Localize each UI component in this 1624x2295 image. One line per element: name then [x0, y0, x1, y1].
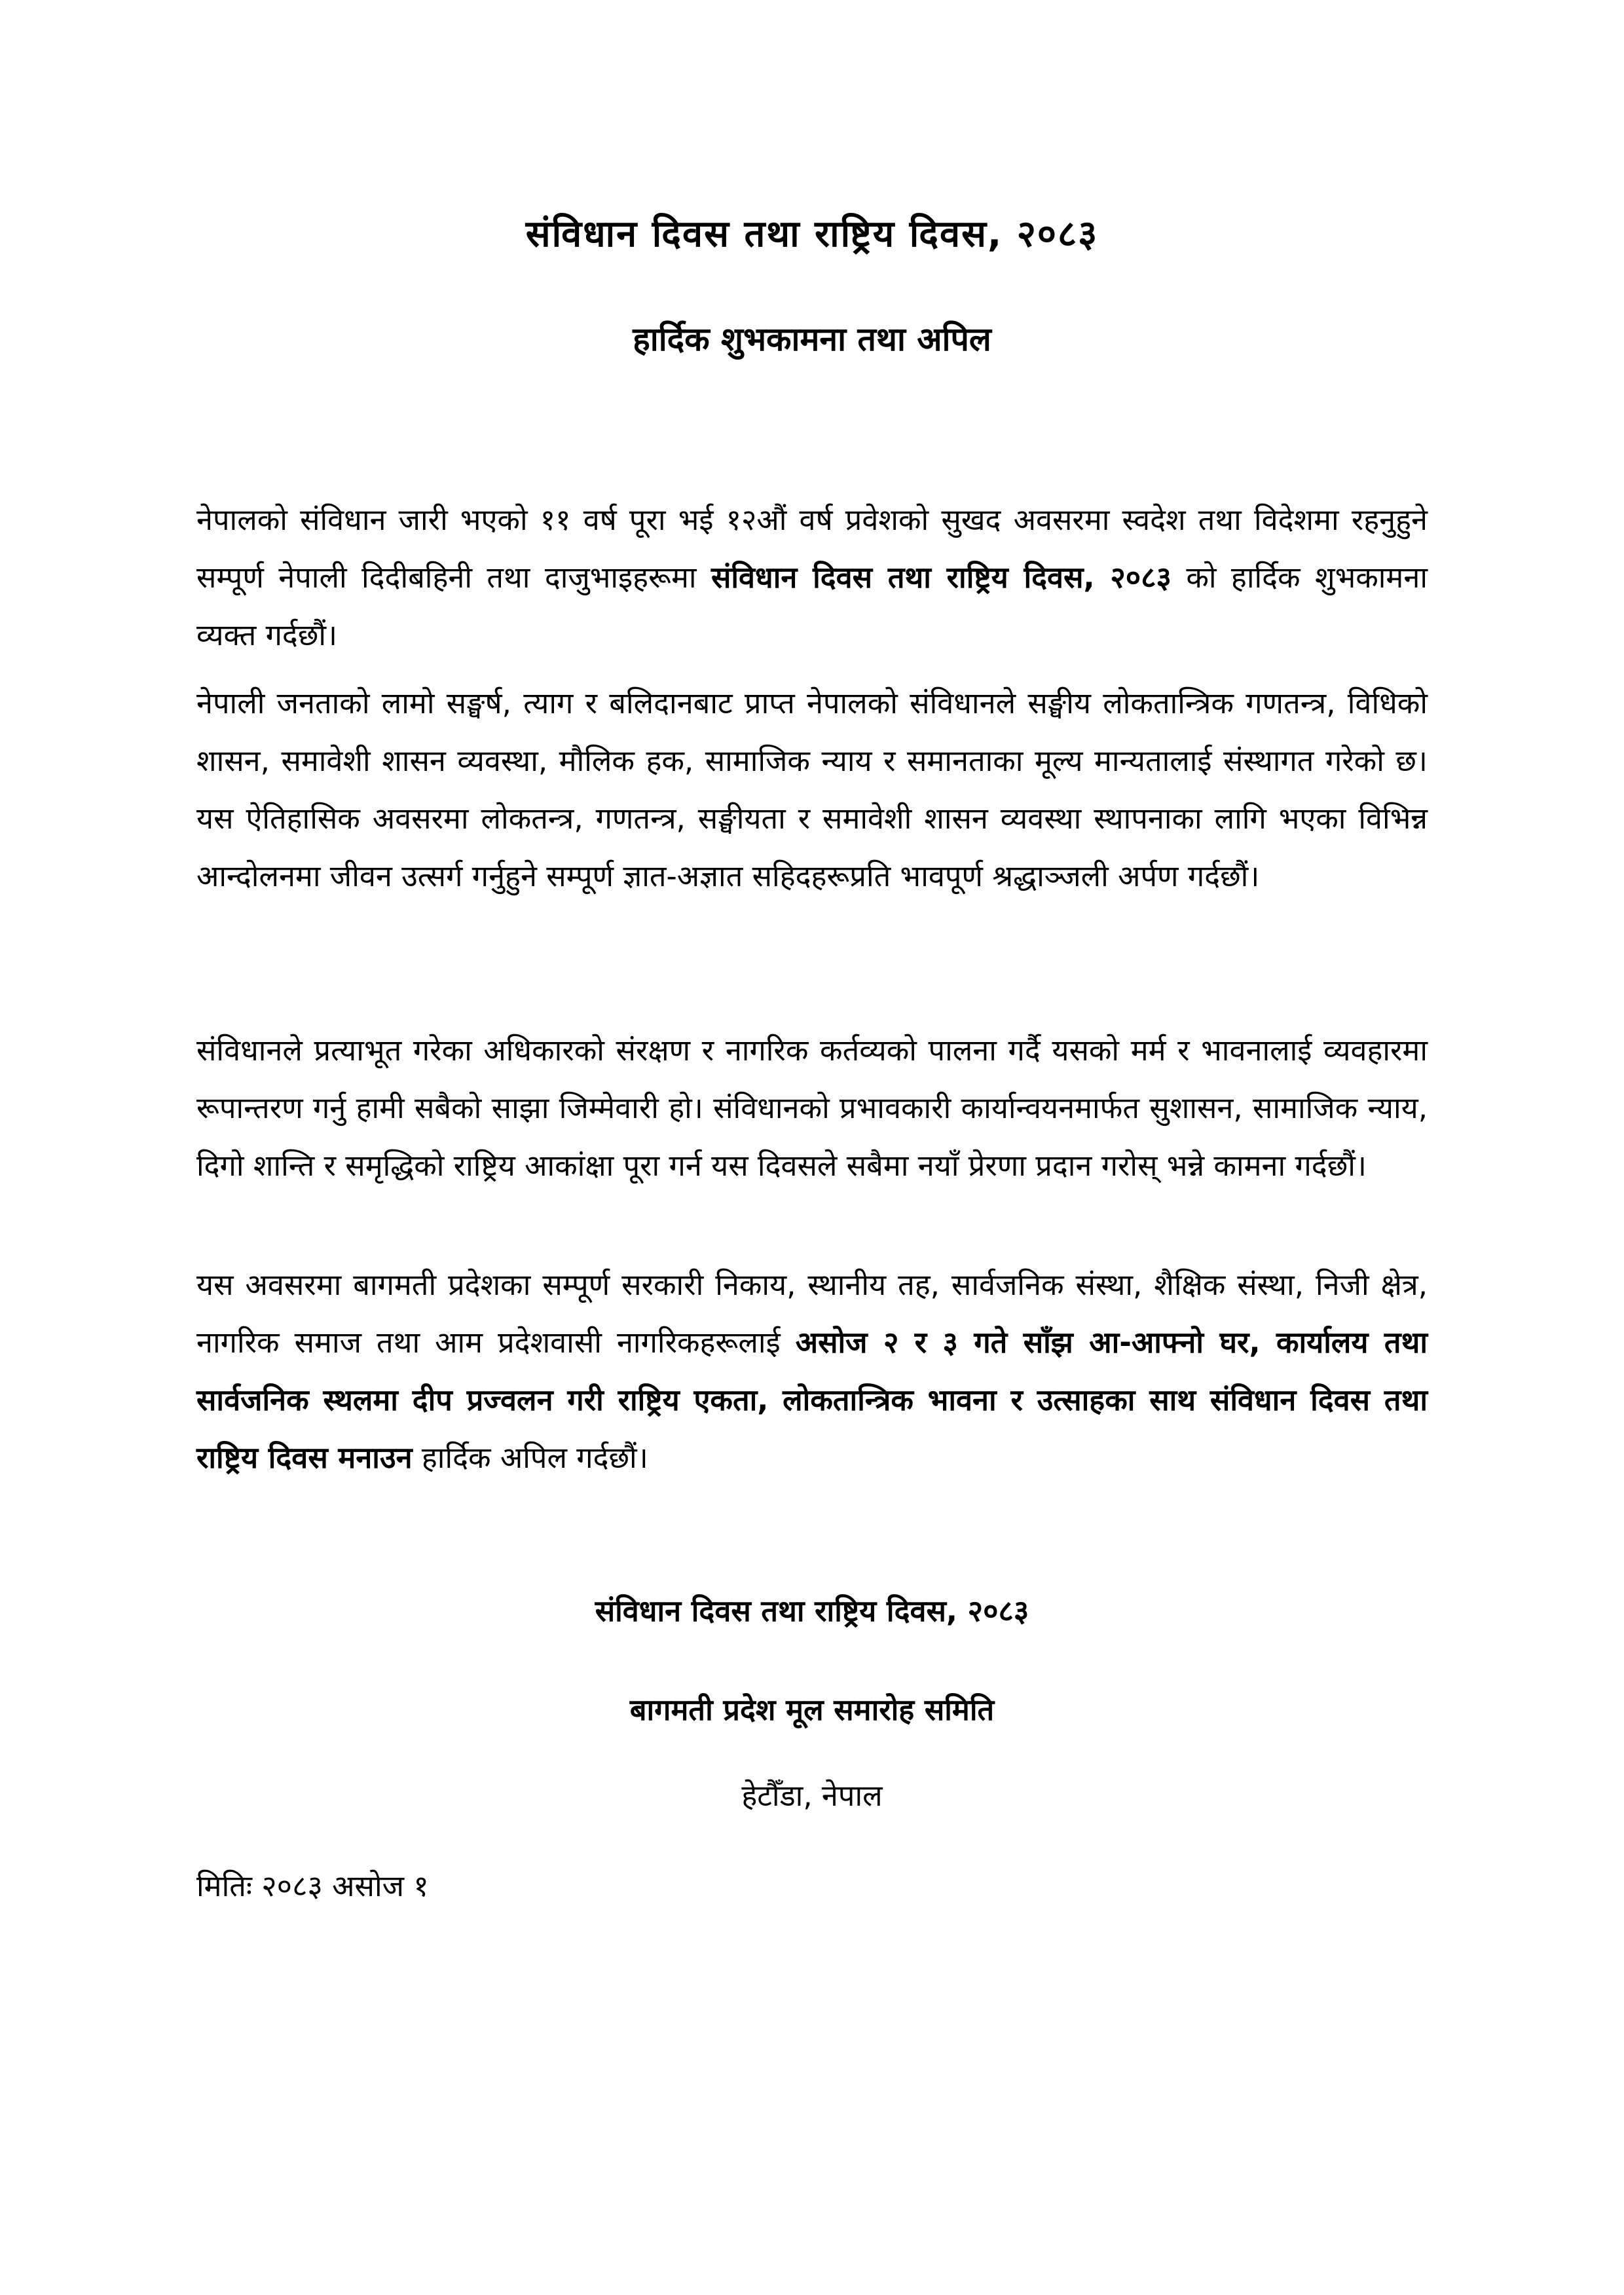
responsibility-text: संविधानले प्रत्याभूत गरेका अधिकारको संरक्षण र नागरिक कर्तव्यको पालना गर्दै यसको मर्म र भावनालाई व्यवहारमा रूपान्तरण गर्नु हामी सबैको साझा जिम्मेवारी हो। संविधानको प्रभावकारी कार्यान्वयनमार्फत सुशासन, सामाजिक न्याय, दिगो शान्ति र समृद्धिको राष्ट्रिय आकांक्षा पूरा गर्न यस दिवसले सबैमा नयाँ प्रेरणा प्रदान गरोस् भन्ने कामना गर्दछौं। [196, 1033, 1428, 1183]
responsibility-paragraph [196, 1022, 1428, 1195]
greeting-text-1: नेपालको संविधान जारी भएको ११ वर्ष पूरा भई १२औं वर्ष प्रवेशको सुखद अवसरमा स्वदेश तथा विदेशमा रहनुहुने सम्पूर्ण नेपाली दिदीबहिनी तथा दाजुभाइहरूमा [196, 502, 1428, 595]
footer-committee-name: बागमती प्रदेश मूल समारोह समिति [629, 1692, 995, 1727]
appeal-paragraph [196, 1256, 1428, 1487]
appeal-text-2: हार्दिक अपिल गर्दछौं। [412, 1440, 648, 1475]
greeting-bold-text: संविधान दिवस तथा राष्ट्रिय दिवस, २०८३ [710, 560, 1172, 595]
greeting-text-2: को हार्दिक शुभकामना व्यक्त गर्दछौं। [196, 560, 1428, 652]
appeal-text-1: यस अवसरमा बागमती प्रदेशका सम्पूर्ण सरकारी निकाय, स्थानीय तह, सार्वजनिक संस्था, शैक्षिक संस्था, निजी क्षेत्र, नागरिक समाज तथा आम प्रदेशवासी नागरिकहरूलाई [196, 1267, 1428, 1360]
document-date: मितिः २०८३ असोज १ [196, 1869, 429, 1903]
tribute-text: नेपाली जनताको लामो सङ्घर्ष, त्याग र बलिदानबाट प्राप्त नेपालको संविधानले सङ्घीय लोकतान्त्रिक गणतन्त्र, विधिको शासन, समावेशी शासन व्यवस्था, मौलिक हक, सामाजिक न्याय र समानताका मूल्य मान्यतालाई संस्थागत गरेको छ। यस ऐतिहासिक अवसरमा लोकतन्त्र, गणतन्त्र, सङ्घीयता र समावेशी शासन व्यवस्था स्थापनाका लागि भएका विभिन्न आन्दोलनमा जीवन उत्सर्ग गर्नुहुने सम्पूर्ण ज्ञात-अज्ञात सहिदहरूप्रति भावपूर्ण श्रद्धाञ्जली अर्पण गर्दछौं। [196, 686, 1428, 893]
document-title: संविधान दिवस तथा राष्ट्रिय दिवस, २०८३ [525, 213, 1099, 255]
footer-event-name: संविधान दिवस तथा राष्ट्रिय दिवस, २०८३ [595, 1594, 1029, 1628]
greeting-paragraph [196, 491, 1428, 664]
footer-location: हेटौँडा, नेपाल [741, 1778, 883, 1813]
appeal-bold-text: असोज २ र ३ गते साँझ आ-आफ्नो घर, कार्यालय तथा सार्वजनिक स्थलमा दीप प्रज्वलन गरी राष्ट्रिय एकता, लोकतान्त्रिक भावना र उत्साहका साथ संविधान दिवस तथा राष्ट्रिय दिवस मनाउन [196, 1325, 1428, 1475]
document-subtitle: हार्दिक शुभकामना तथा अपिल [633, 320, 991, 358]
tribute-paragraph [196, 675, 1428, 905]
